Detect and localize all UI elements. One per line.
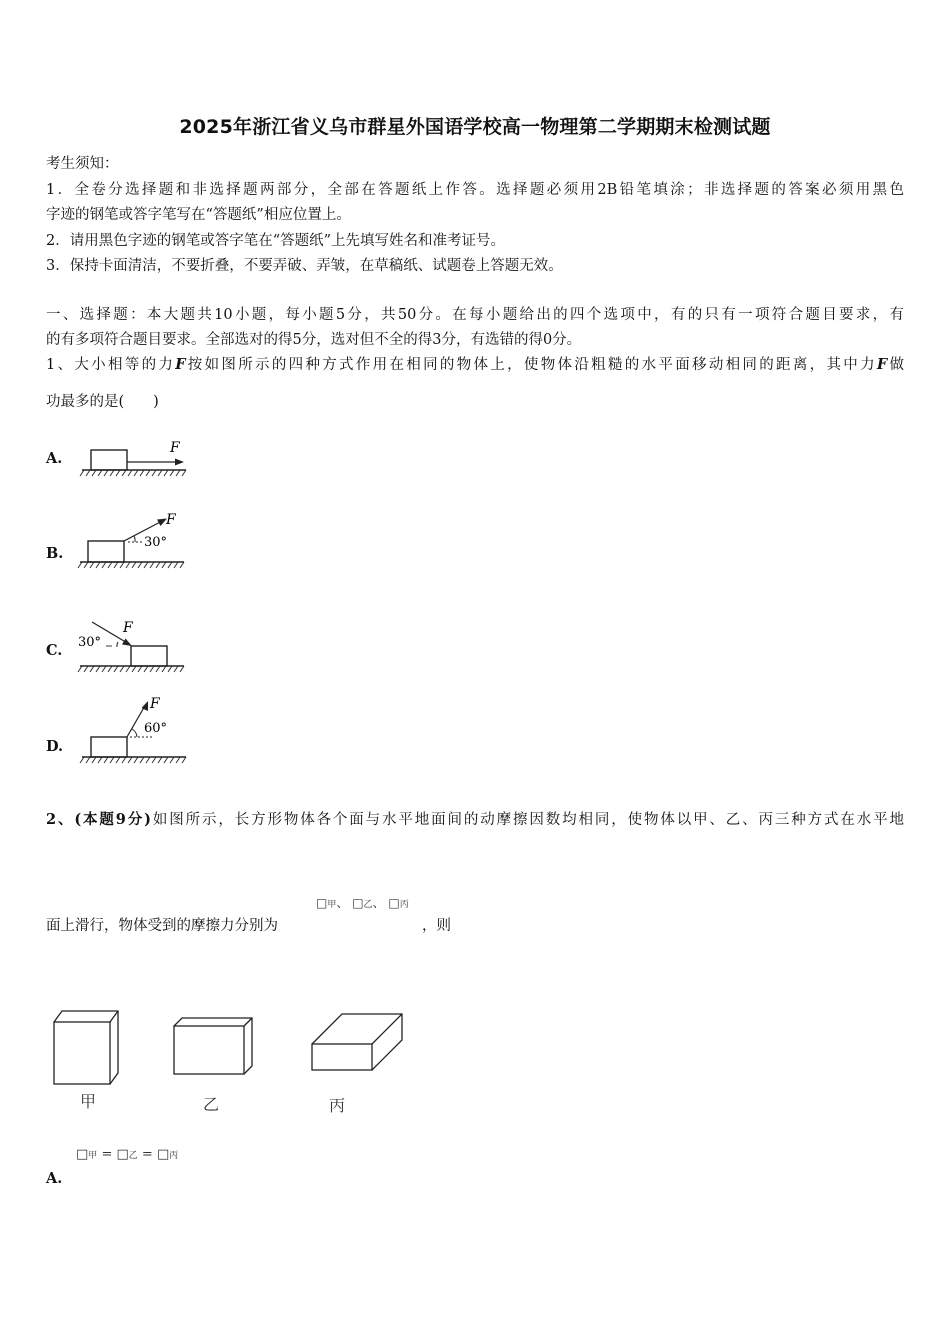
q1-force-symbol-2: F (876, 356, 888, 373)
notice-heading: 考生须知： (46, 156, 119, 172)
q2-a-sub-yi: 乙 (128, 1151, 138, 1161)
q2-option-a-label[interactable]: A. (46, 1170, 63, 1187)
q1-option-b-angle: 30° (144, 535, 168, 550)
notice-item-3: 3．保持卡面清洁，不要折叠，不要弄破、弄皱，在草稿纸、试题卷上答题无效。 (46, 258, 563, 274)
q2-sep-1: 、 (336, 896, 349, 910)
q1-line2: 功最多的是( ) (46, 394, 159, 410)
q1-option-a-force-label: F (170, 440, 180, 456)
q2-a-sub-bing: 丙 (169, 1151, 179, 1161)
q2-line2-b: ，则 (422, 918, 451, 934)
q1-option-d-figure (78, 692, 198, 772)
q2-option-a-formula: □甲 = □乙 = □丙 (76, 1147, 179, 1162)
q2-sep-2: 、 (372, 896, 385, 910)
q1-option-c-figure (76, 614, 196, 682)
notice-item-1a: 1．全卷分选择题和非选择题两部分，全部在答题纸上作答。选择题必须用2B铅笔填涂；非选择题的答案必须用黑色 (46, 182, 904, 198)
section1-line1: 一、选择题：本大题共10小题，每小题5分，共50分。在每小题给出的四个选项中，有的只有一项符合题目要求，有 (46, 307, 904, 323)
q2-line2-a: 面上滑行，物体受到的摩擦力分别为 (46, 918, 278, 934)
q2-sub-bing: 丙 (399, 900, 409, 910)
q1-option-c-angle: 30° (78, 635, 102, 650)
q2-caption-yi: 乙 (203, 1095, 220, 1114)
q1-option-d-angle: 60° (144, 721, 168, 736)
notice-item-1b: 字迹的钢笔或答字笔写在“答题纸”相应位置上。 (46, 207, 351, 223)
q2-sub-jia: 甲 (327, 900, 337, 910)
q2-line1 (46, 808, 904, 829)
q1-option-a-figure (78, 436, 198, 488)
q1-option-b-figure (76, 508, 196, 578)
q1-option-c-label[interactable]: C. (46, 642, 63, 659)
q2-friction-symbols: □甲、 □乙、 □丙 (316, 896, 409, 910)
page-title: 2025年浙江省义乌市群星外国语学校高一物理第二学期期末检测试题 (179, 116, 771, 138)
q1-text-b: 按如图所示的四种方式作用在相同的物体上，使物体沿粗糙的水平面移动相同的距离，其中力 (185, 357, 877, 373)
q2-sub-yi: 乙 (363, 900, 373, 910)
q1-option-b-label[interactable]: B. (46, 545, 64, 562)
notice-item-2: 2．请用黑色字迹的钢笔或答字笔在“答题纸”上先填写姓名和准考证号。 (46, 233, 506, 249)
q1-text-a: 1、大小相等的力 (46, 357, 176, 373)
q2-boxes-figure (46, 1000, 426, 1104)
q1-option-b-force-label: F (166, 512, 176, 528)
q2-score: 2、(本题9分) (46, 811, 151, 828)
q1-line1 (46, 353, 904, 374)
q1-option-d-label[interactable]: D. (46, 738, 64, 755)
q1-option-c-force-label: F (123, 620, 133, 636)
section1-line2: 的有多项符合题目要求。全部选对的得5分，选对但不全的得3分，有选错的得0分。 (46, 332, 582, 348)
q1-force-symbol: F (175, 356, 186, 373)
q1-text-c: 做 (887, 357, 904, 373)
q2-caption-jia: 甲 (80, 1092, 97, 1111)
q2-text-a: 如图所示，长方形物体各个面与水平地面间的动摩擦因数均相同，使物体以甲、乙、丙三种方式在水平地 (151, 812, 905, 828)
q1-option-d-force-label: F (150, 696, 160, 712)
q1-option-a-label[interactable]: A. (46, 450, 63, 467)
q2-a-sub-jia: 甲 (88, 1151, 98, 1161)
q2-caption-bing: 丙 (329, 1096, 346, 1115)
